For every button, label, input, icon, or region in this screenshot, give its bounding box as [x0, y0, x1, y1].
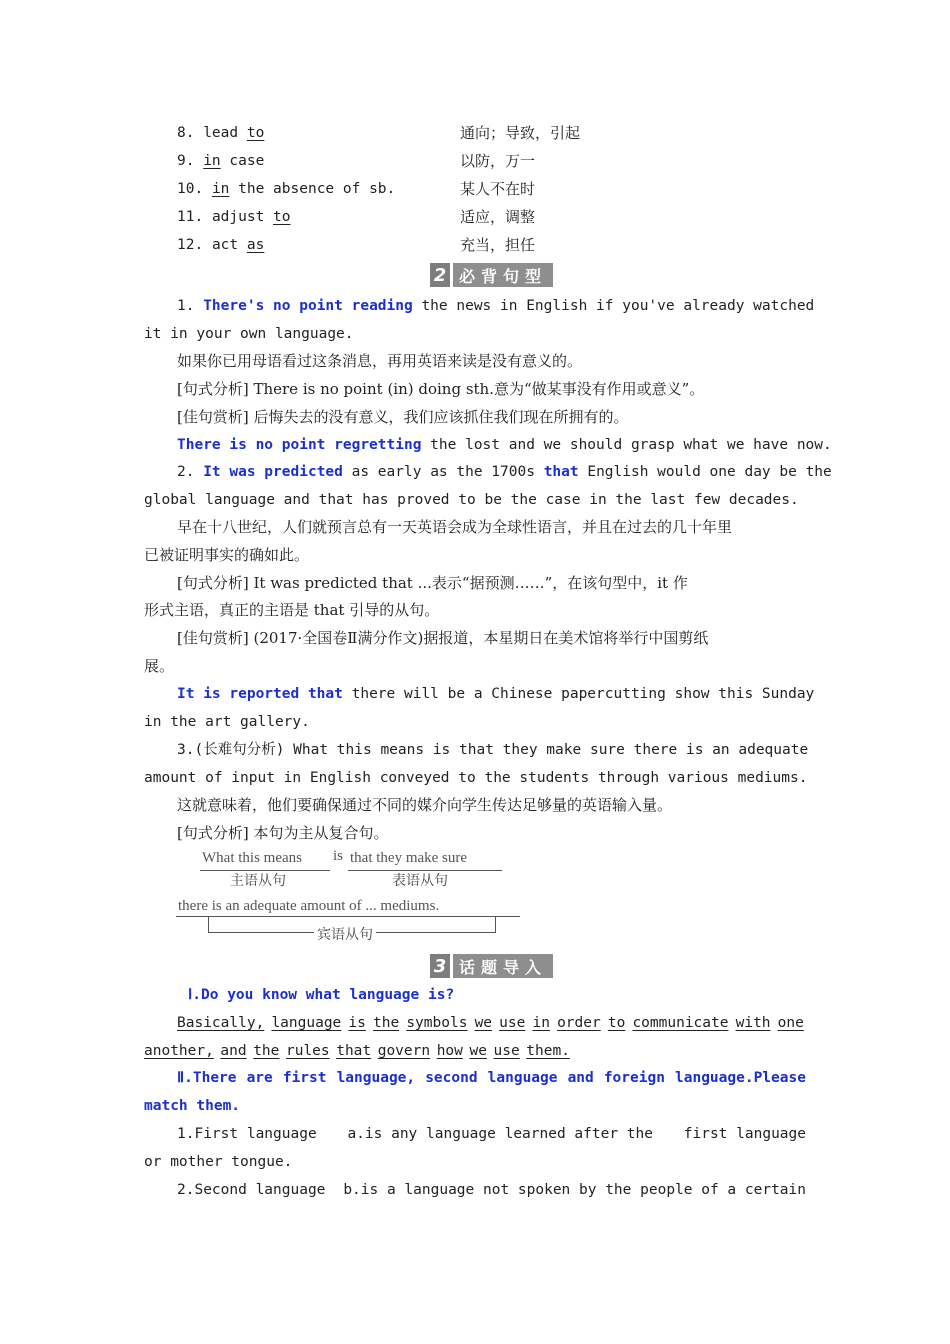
analysis: [句式分析] It was predicted that ...表示“据预测……”，在该句型中，it 作 [177, 574, 688, 592]
match-line: 2.Second language b.is a language not spoken by the people of a certain [177, 1182, 806, 1198]
sentence-line: it in your own language. [144, 326, 354, 342]
section-title: 必背句型 [453, 263, 553, 287]
section-number: 2 [430, 263, 450, 287]
vocab-meaning: 某人不在时 [460, 180, 536, 198]
appreciation: [佳句赏析] (2017·全国卷Ⅱ满分作文)据报道，本星期日在美术馆将举行中国剪纸 [177, 629, 709, 647]
vocab-item: 12. act as [177, 237, 265, 253]
translation: 已被证明事实的确如此。 [144, 546, 310, 564]
sentence-line: global language and that has proved to be the case in the last few decades. [144, 492, 799, 508]
key-pattern: There's no point reading [203, 298, 413, 314]
question-title: Ⅰ.Do you know what language is? [188, 987, 455, 1003]
subject-clause: What this means [202, 850, 302, 866]
answer-line: another, and the rules that govern how we use them. [144, 1043, 570, 1059]
vocab-meaning: 通向；导致，引起 [460, 124, 581, 142]
vocab-meaning: 以防，万一 [460, 152, 536, 170]
vocab-item: 9. in case [177, 153, 265, 169]
vocab-item: 10. in the absence of sb. [177, 181, 396, 197]
analysis: [句式分析] There is no point (in) doing sth.意为“做某事没有作用或意义”。 [177, 380, 705, 398]
sentence-structure-diagram [170, 848, 530, 948]
example-sentence: It is reported that there will be a Chinese papercutting show this Sunday [177, 686, 815, 702]
answer-line: Basically, language is the symbols we use in order to communicate with one [177, 1015, 804, 1031]
section-number: 3 [430, 954, 450, 978]
sentence-line: 1. There's no point reading the news in English if you've already watched [177, 298, 815, 314]
analysis: [句式分析] 本句为主从复合句。 [177, 824, 389, 842]
object-label: 宾语从句 [314, 924, 376, 944]
object-clause: there is an adequate amount of ... mediums. [178, 898, 440, 914]
question-title: Ⅱ.There are first language, second language and foreign language.Please [177, 1070, 806, 1086]
example-sentence: in the art gallery. [144, 714, 310, 730]
match-line: or mother tongue. [144, 1154, 293, 1170]
appreciation: [佳句赏析] 后悔失去的没有意义，我们应该抓住我们现在所拥有的。 [177, 408, 629, 426]
question-title: match them. [144, 1098, 241, 1114]
subject-label: 主语从句 [230, 874, 286, 889]
example-sentence: There is no point regretting the lost and we should grasp what we have now. [177, 437, 832, 453]
match-line: 1.First language a.is any language learned after the first language [177, 1126, 806, 1142]
vocab-item: 8. lead to [177, 125, 265, 141]
predicative-clause: that they make sure [350, 850, 468, 866]
sentence-line: 3.(长难句分析) What this means is that they make sure there is an adequate [177, 742, 809, 758]
section-title: 话题导入 [453, 954, 553, 978]
vocab-meaning: 充当，担任 [460, 236, 536, 254]
linking-verb: is [333, 848, 344, 864]
vocab-item: 11. adjust to [177, 209, 291, 225]
translation: 这就意味着，他们要确保通过不同的媒介向学生传达足够量的英语输入量。 [177, 796, 673, 814]
analysis: 形式主语，真正的主语是 that 引导的从句。 [144, 601, 440, 619]
section-header [430, 954, 553, 978]
sentence-line: 2. It was predicted as early as the 1700s that English would one day be the [177, 464, 832, 480]
section-header [430, 263, 553, 287]
translation: 早在十八世纪，人们就预言总有一天英语会成为全球性语言，并且在过去的几十年里 [177, 518, 733, 536]
sentence-line: amount of input in English conveyed to the students through various mediums. [144, 770, 808, 786]
vocab-meaning: 适应，调整 [460, 208, 536, 226]
translation: 如果你已用母语看过这条消息，再用英语来读是没有意义的。 [177, 352, 583, 370]
appreciation: 展。 [144, 657, 175, 675]
predicative-label: 表语从句 [392, 874, 448, 889]
